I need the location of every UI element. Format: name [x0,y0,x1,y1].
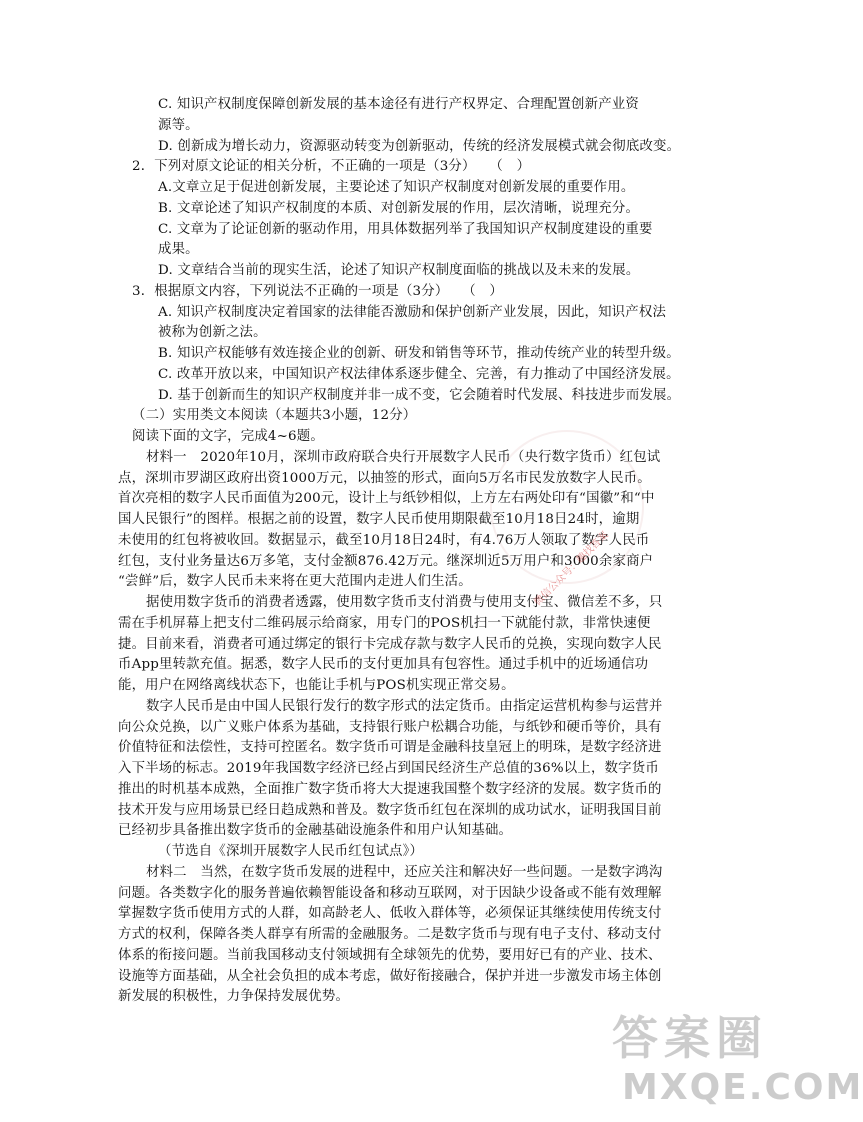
watermark-logo-line1: 答案圈 [612,1011,768,1065]
paragraph-line: 首次亮相的数字人民币面值为200元，设计上与纸钞相似，上方左右两处印有“国徽”和“中 [118,491,655,507]
watermark-stamp-text: 微信公众号：趣找答案 [532,529,611,609]
paragraph-line: 需在手机屏幕上把支付二维码展示给商家，用专门的POS机扫一下就能付款，非常快速便 [118,615,651,631]
q2-option-b: B. 文章论述了知识产权制度的本质、对创新发展的作用，层次清晰，说理充分。 [158,200,640,216]
paragraph-line: 掌握数字货币使用方式的人群，如高龄老人、低收入群体等，必须保证其继续使用传统支付 [118,906,662,922]
q2-option-d: D. 文章结合当前的现实生活，论述了知识产权制度面临的挑战以及未来的发展。 [158,263,640,278]
q2-option-a: A.文章立足于促进创新发展，主要论述了知识产权制度对创新发展的重要作用。 [158,180,635,195]
source-citation: （节选自《深圳开展数字人民币红包试点》） [158,844,424,859]
paragraph-line: 向公众兑换，以广义账户体系为基础，支持银行账户松耦合功能，与纸钞和硬币等价，具有 [118,719,662,735]
q3-option-d: D. 基于创新而生的知识产权制度并非一成不变，它会随着时代发展、科技进步而发展。 [158,387,681,403]
paragraph-line: 捷。目前来看，消费者可通过绑定的银行卡完成存款与数字人民币的兑换，实现向数字人民 [118,636,662,652]
q3-option-a-cont: 被称为创新之法。 [158,325,267,341]
paragraph-line: 据使用数字货币的消费者透露，使用数字货币支付消费与使用支付宝、微信差不多，只 [146,595,663,610]
option-c-q1: C. 知识产权制度保障创新发展的基本途径有进行产权界定、合理配置创新产业资 [158,97,639,112]
q3-option-b: B. 知识产权能够有效连接企业的创新、研发和销售等环节，推动传统产业的转型升级。 [158,346,680,361]
question-3: 3．根据原文内容，下列说法不正确的一项是（3分） （ ） [132,283,503,299]
paragraph-line: 材料一 2020年10月，深圳市政府联合央行开展数字人民币（央行数字货币）红包试 [146,449,661,465]
option-c-q1-cont: 源等。 [158,117,199,133]
paragraph-line: 点，深圳市罗湖区政府出资1000万元，以抽签的形式，面向5万名市民发放数字人民币。 [118,470,651,486]
paragraph-line: 材料二 当然，在数字货币发展的进程中，还应关注和解决好一些问题。一是数字鸿沟 [146,864,663,880]
section-heading: （二）实用类文本阅读（本题共3小题，12分） [132,408,417,424]
watermark-logo-line2: MXQE.COM [622,1067,863,1108]
document-body [118,95,680,1029]
paragraph-line: 币App里转款充值。据悉，数字人民币的支付更加具有包容性。通过手机中的近场通信功 [118,657,649,673]
question-2: 2．下列对原文论证的相关分析，不正确的一项是（3分） （ ） [132,159,531,175]
paragraph-line [118,1008,680,1029]
paragraph-line: 技术开发与应用场景已经日趋成熟和普及。数字货币红包在深圳的成功试水，证明我国目前 [118,802,662,818]
paragraph-line: 红包，支付业务量达6万多笔，支付金额876.42万元。继深圳近5万用户和3000余家商户 [118,553,654,569]
paragraph-line: 入下半场的标志。2019年我国数字经济已经占到国民经济生产总值的36%以上，数字货币 [118,761,659,776]
watermark-logo [612,1010,863,1118]
option-d-q1: D. 创新成为增长动力，资源驱动转变为创新驱动，传统的经济发展模式就会彻底改变。 [158,138,681,154]
paragraph-line: 新发展的积极性，力争保持发展优势。 [118,989,350,1005]
paragraph-line: “尝鲜”后，数字人民币未来将在更大范围内走进人们生活。 [118,574,472,590]
q3-option-c: C. 改革开放以来，中国知识产权法律体系逐步健全、完善，有力推动了中国经济发展。 [158,366,680,382]
paragraph-line: 未使用的红包将被收回。数据显示，截至10月18日24时，有4.76万人领取了数字人民币 [118,532,650,548]
paragraph-line: 价值特征和法偿性，支持可控匿名。数字货币可谓是金融科技皇冠上的明珠，是数字经济进 [118,740,662,756]
q2-option-c-cont: 成果。 [158,242,199,258]
paragraph-line: 已经初步具备推出数字货币的金融基础设施条件和用户认知基础。 [118,823,513,839]
paragraph-line: 能，用户在网络离线状态下，也能让手机与POS机实现正常交易。 [118,678,515,693]
paragraph-line: 体系的衔接问题。当前我国移动支付领域拥有全球领先的优势，要用好已有的产业、技术、 [118,947,662,963]
paragraph-line: 推出的时机基本成熟，全面推广数字货币将大大提速我国整个数字经济的发展。数字货币的 [118,781,662,797]
paragraph-line: 设施等方面基础，从全社会负担的成本考虑，做好衔接融合，保护并进一步激发市场主体创 [118,968,662,984]
q3-option-a: A. 知识产权制度决定着国家的法律能否激励和保护创新产业发展，因此，知识产权法 [158,304,667,320]
paragraph-line: 数字人民币是由中国人民银行发行的数字形式的法定货币。由指定运营机构参与运营并 [146,698,663,714]
paragraph-line: 国人民银行”的图样。根据之前的设置，数字人民币使用期限截至10月18日24时，逾期 [118,512,640,527]
paragraph-line: 方式的权利，保障各类人群享有所需的金融服务。二是数字货币与现有电子支付、移动支付 [118,927,662,942]
paragraph-line: 问题。各类数字化的服务普遍依赖智能设备和移动互联网，对于因缺少设备或不能有效理解 [118,885,662,901]
q2-option-c: C. 文章为了论证创新的驱动作用，用具体数据列举了我国知识产权制度建设的重要 [158,221,653,237]
reading-instruction: 阅读下面的文字，完成4~6题。 [132,429,324,444]
